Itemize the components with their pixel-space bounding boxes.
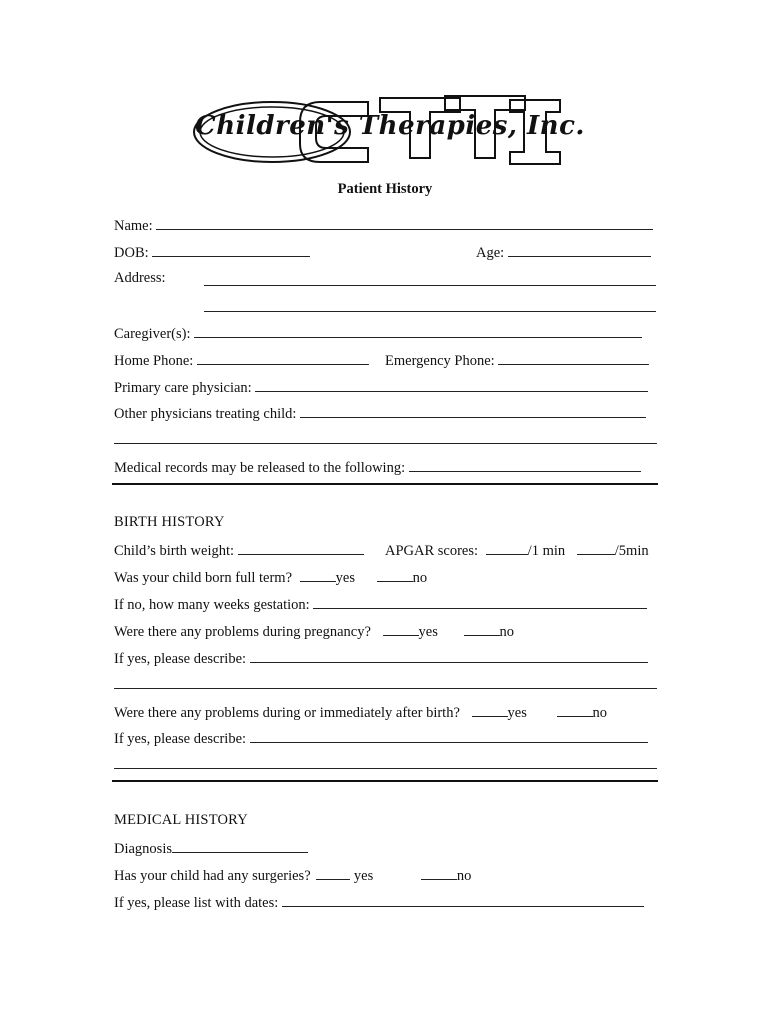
full-term-row bbox=[114, 568, 427, 587]
birth-problems-no-field[interactable] bbox=[557, 703, 593, 717]
diagnosis-field[interactable] bbox=[172, 839, 308, 853]
address-label: Address: bbox=[114, 270, 166, 286]
apgar-5min-label: /5min bbox=[614, 543, 649, 559]
medical-history-heading: MEDICAL HISTORY bbox=[114, 812, 248, 828]
caregivers-field[interactable] bbox=[194, 324, 642, 338]
age-row bbox=[476, 243, 651, 262]
emergency-phone-label: Emergency Phone: bbox=[385, 353, 495, 369]
apgar-1min-label: /1 min bbox=[527, 543, 566, 559]
caregivers-label: Caregiver(s): bbox=[114, 326, 191, 342]
dob-field[interactable] bbox=[152, 243, 310, 257]
records-release-label: Medical records may be released to the following: bbox=[114, 460, 406, 476]
age-field[interactable] bbox=[508, 243, 651, 257]
caregivers-row bbox=[114, 324, 642, 343]
records-release-row bbox=[114, 458, 641, 477]
birth-weight-label: Child’s birth weight: bbox=[114, 543, 235, 559]
birth-weight-field[interactable] bbox=[238, 541, 364, 555]
surgeries-list-label: If yes, please list with dates: bbox=[114, 895, 279, 911]
surgeries-no-field[interactable] bbox=[421, 866, 457, 880]
dob-label: DOB: bbox=[114, 245, 149, 261]
primary-physician-field[interactable] bbox=[255, 378, 648, 392]
pregnancy-describe-row bbox=[114, 649, 648, 668]
diagnosis-label: Diagnosis bbox=[114, 841, 172, 857]
birth-describe-line-2[interactable] bbox=[114, 768, 657, 769]
diagnosis-row bbox=[114, 839, 308, 858]
section-divider bbox=[112, 483, 658, 485]
apgar-row bbox=[385, 541, 649, 560]
pregnancy-no-label: no bbox=[499, 624, 515, 640]
full-term-yes-label: yes bbox=[335, 570, 355, 586]
other-physicians-row bbox=[114, 404, 646, 423]
home-phone-field[interactable] bbox=[197, 351, 369, 365]
apgar-label: APGAR scores: bbox=[385, 543, 479, 559]
surgeries-yes-field[interactable] bbox=[316, 866, 350, 880]
section-divider-2 bbox=[112, 780, 658, 782]
pregnancy-no-field[interactable] bbox=[464, 622, 500, 636]
apgar-1min-field[interactable] bbox=[486, 541, 528, 555]
surgeries-list-row bbox=[114, 893, 644, 912]
pregnancy-describe-field[interactable] bbox=[250, 649, 648, 663]
birth-weight-row bbox=[114, 541, 364, 560]
emergency-phone-row bbox=[385, 351, 649, 370]
home-phone-label: Home Phone: bbox=[114, 353, 194, 369]
birth-problems-yes-field[interactable] bbox=[472, 703, 508, 717]
surgeries-label: Has your child had any surgeries? bbox=[114, 868, 311, 884]
name-field[interactable] bbox=[156, 216, 653, 230]
surgeries-no-label: no bbox=[456, 868, 472, 884]
birth-problems-row bbox=[114, 703, 607, 722]
records-release-field[interactable] bbox=[409, 458, 641, 472]
pregnancy-describe-line-2[interactable] bbox=[114, 688, 657, 689]
dob-row bbox=[114, 243, 310, 262]
page-title: Patient History bbox=[337, 181, 433, 197]
birth-problems-yes-label: yes bbox=[507, 705, 527, 721]
birth-describe-label: If yes, please describe: bbox=[114, 731, 247, 747]
weeks-gestation-row bbox=[114, 595, 647, 614]
other-physicians-line-2[interactable] bbox=[114, 443, 657, 444]
company-name: Children's Therapies, Inc. bbox=[195, 111, 585, 141]
pregnancy-yes-field[interactable] bbox=[383, 622, 419, 636]
weeks-gestation-field[interactable] bbox=[313, 595, 647, 609]
birth-describe-field[interactable] bbox=[250, 729, 648, 743]
birth-problems-no-label: no bbox=[592, 705, 607, 721]
pregnancy-problems-row bbox=[114, 622, 514, 641]
pregnancy-problems-label: Were there any problems during pregnancy? bbox=[114, 624, 371, 640]
name-row bbox=[114, 216, 653, 235]
birth-history-heading: BIRTH HISTORY bbox=[114, 514, 225, 530]
address-line-1[interactable] bbox=[204, 285, 656, 286]
apgar-5min-field[interactable] bbox=[577, 541, 615, 555]
surgeries-yes-label: yes bbox=[353, 868, 374, 884]
birth-describe-row bbox=[114, 729, 648, 748]
full-term-yes-field[interactable] bbox=[300, 568, 336, 582]
full-term-no-field[interactable] bbox=[377, 568, 413, 582]
weeks-gestation-label: If no, how many weeks gestation: bbox=[114, 597, 310, 613]
home-phone-row bbox=[114, 351, 369, 370]
surgeries-list-field[interactable] bbox=[282, 893, 644, 907]
birth-problems-label: Were there any problems during or immediately after birth? bbox=[114, 705, 460, 721]
pregnancy-describe-label: If yes, please describe: bbox=[114, 651, 247, 667]
full-term-label: Was your child born full term? bbox=[114, 570, 293, 586]
other-physicians-field[interactable] bbox=[300, 404, 646, 418]
emergency-phone-field[interactable] bbox=[498, 351, 649, 365]
address-line-2[interactable] bbox=[204, 311, 656, 312]
primary-physician-row bbox=[114, 378, 648, 397]
pregnancy-yes-label: yes bbox=[418, 624, 438, 640]
surgeries-row bbox=[114, 866, 471, 885]
name-label: Name: bbox=[114, 218, 153, 234]
primary-physician-label: Primary care physician: bbox=[114, 380, 252, 396]
age-label: Age: bbox=[476, 245, 505, 261]
other-physicians-label: Other physicians treating child: bbox=[114, 406, 297, 422]
full-term-no-label: no bbox=[412, 570, 428, 586]
